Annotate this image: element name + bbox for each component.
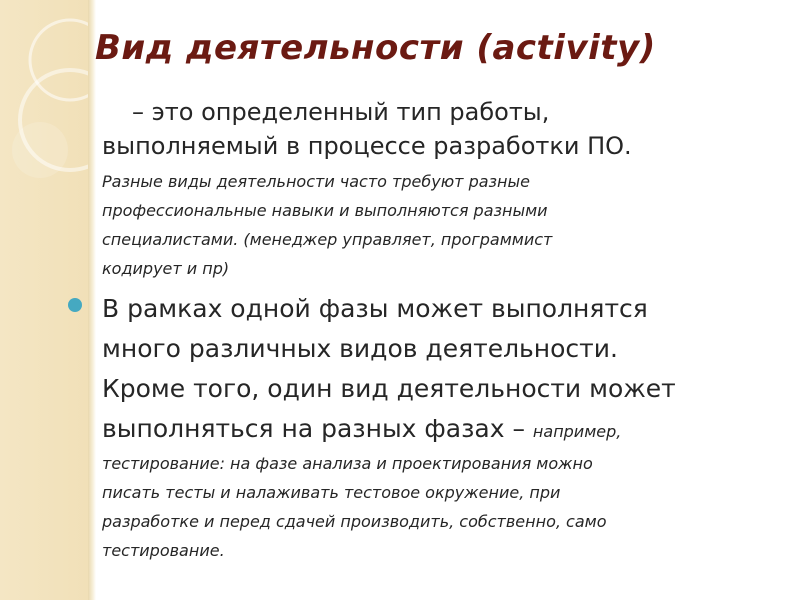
bullet-note-line: разработке и перед сдачей производить, собственно, само bbox=[102, 512, 607, 531]
bullet-line: много различных видов деятельности. bbox=[102, 334, 618, 363]
slide-title: Вид деятельности (activity) bbox=[95, 28, 656, 68]
bullet-line-text: выполняться на разных фазах – bbox=[102, 414, 533, 443]
bullet-note-line: писать тесты и налаживать тестовое окружение, при bbox=[102, 483, 561, 502]
bullet-line-mixed bbox=[102, 409, 792, 449]
definition-line: выполняемый в процессе разработки ПО. bbox=[102, 132, 632, 160]
definition-line: – это определенный тип работы, bbox=[132, 98, 550, 126]
bullet-marker bbox=[68, 298, 82, 312]
bullet-inline-note: например, bbox=[532, 422, 622, 441]
definition-note bbox=[102, 167, 792, 283]
bullet-line: В рамках одной фазы может выполнятся bbox=[102, 294, 648, 323]
definition-note-line: Разные виды деятельности часто требуют разные bbox=[102, 172, 530, 191]
definition-note-line: профессиональные навыки и выполняются разными bbox=[102, 201, 548, 220]
bullet-line: Кроме того, один вид деятельности может bbox=[102, 374, 676, 403]
bullet-note-line: тестирование: на фазе анализа и проектирования можно bbox=[102, 454, 593, 473]
bullet-item bbox=[74, 289, 792, 565]
definition-block bbox=[102, 95, 792, 163]
definition-note-line: кодирует и пр) bbox=[102, 259, 230, 278]
definition-note-line: специалистами. (менеджер управляет, программист bbox=[102, 230, 553, 249]
slide-content bbox=[102, 95, 792, 565]
bullet-note-line: тестирование. bbox=[102, 541, 225, 560]
